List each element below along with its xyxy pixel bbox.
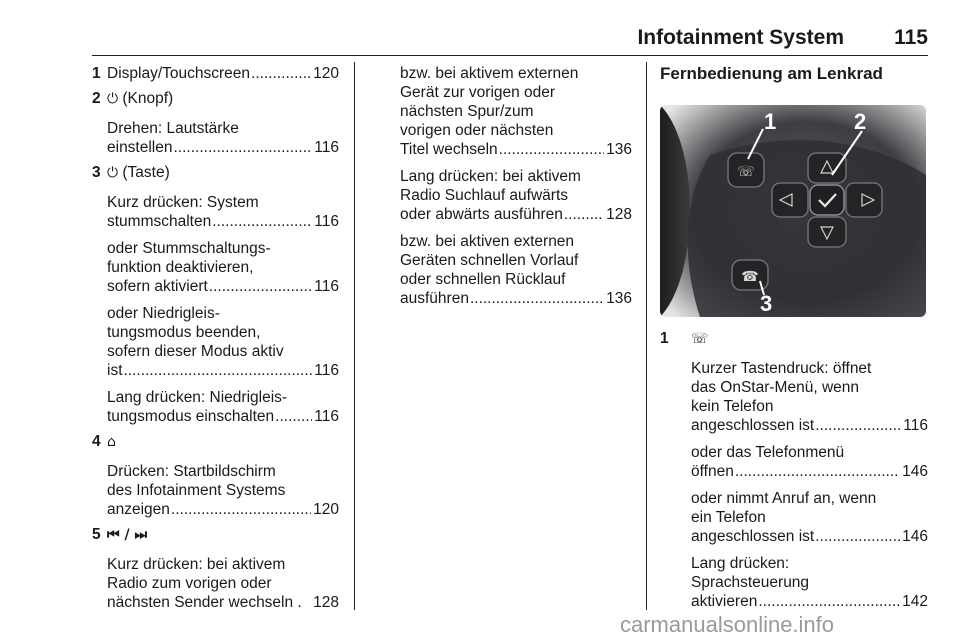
page-ref-link[interactable]: 116 (314, 139, 339, 156)
skip-prev-next-icon: ⏮ / ⏭ (107, 527, 148, 543)
item-number: 4 (92, 433, 101, 450)
item-number: 2 (92, 90, 101, 107)
page-ref-link[interactable]: 120 (313, 501, 339, 518)
page-header (92, 22, 928, 52)
column-2: bzw. bei aktivem externen Gerät zur vorigen oder nächsten Spur/zum vorigen oder nächsten Titel wechseln ..... 136 Lang drücken: bei aktivem Radio Suchlauf aufwärts oder abwärts ausführen ..... 128 bzw. bei aktiven externen Geräten schnellen Vorlauf oder schnellen Rücklauf ausführen ..... 136 (400, 64, 632, 308)
page-ref-link[interactable]: 120 (313, 65, 339, 82)
section-title: Fernbedienung am Lenkrad (660, 64, 883, 83)
reference-line: tungsmodus einschalten ..... 116 (107, 407, 339, 426)
reference-line: Titel wechseln ..... 136 (400, 140, 632, 159)
reference-line: nächsten Sender wechseln . 128 (107, 594, 339, 611)
header-title: Infotainment System (637, 26, 844, 49)
page-ref-link[interactable]: 128 (606, 206, 632, 223)
reference-line: öffnen ..... 146 (691, 462, 928, 481)
reference-line: sofern aktiviert ..... 116 (107, 277, 339, 296)
reference-line: angeschlossen ist ..... 146 (691, 527, 928, 546)
list-item-1: 1 ☏ Kurzer Tastendruck: öffnet das OnStar-Menü, wenn kein Telefon angeschlossen ist ..... 116 oder das Telefonmenü öffnen ..... 146 oder nimmt Anruf an, wenn ein Telefon angeschlossen ist ..... 146 Lang drücken: Sprachsteuerung aktivieren ..... 142 (660, 329, 928, 611)
column-divider-1 (354, 62, 355, 610)
power-icon: ⏻ (107, 165, 119, 181)
reference-line: aktivieren ..... 142 (691, 592, 928, 611)
reference-line: stummschalten ..... 116 (107, 212, 339, 231)
callout-2: 2 (854, 109, 867, 134)
reference-line: angeschlossen ist ..... 116 (691, 416, 928, 435)
reference-line: ausführen ..... 136 (400, 289, 632, 308)
item-number: 1 (92, 65, 101, 82)
item-number: 3 (92, 164, 101, 181)
list-item-3: 3 ⏻ (Taste) Kurz drücken: System stummschalten ..... 116 oder Stummschaltungs- funktion deaktivieren, sofern aktiviert ..... 116 oder Niedrigleis- tungsmodus beenden, sofern dieser Modus aktiv ist ..... 116 Lang drücken: Niedrigleis- tungsmodus einschalten ..... 116 (92, 163, 339, 426)
voice-icon: ☏ (737, 164, 755, 180)
reference-line: anzeigen ..... 120 (107, 500, 339, 519)
page-ref-link[interactable]: 146 (902, 463, 928, 480)
item-number: 1 (660, 330, 669, 347)
list-item-1 (92, 64, 339, 83)
list-item-5: 5 ⏮ / ⏭ Kurz drücken: bei aktivem Radio zum vorigen oder nächsten Sender wechseln . 128 (92, 526, 339, 611)
callout-1: 1 (764, 109, 777, 134)
header-page-number: 115 (894, 26, 928, 49)
page-ref-link[interactable]: 116 (314, 213, 339, 230)
page-ref-link[interactable]: 116 (314, 408, 339, 425)
home-icon: ⌂ (107, 434, 116, 450)
header-rule (92, 55, 928, 56)
item-number: 5 (92, 526, 101, 543)
page-ref-link[interactable]: 128 (313, 594, 339, 611)
column-1 (92, 64, 339, 614)
page-ref-link[interactable]: 136 (606, 290, 632, 307)
column-3 (660, 64, 928, 613)
page-ref-link[interactable]: 116 (314, 278, 339, 295)
reference-line: Display/Touchscreen ..... 120 (107, 64, 339, 83)
column-divider-2 (646, 62, 647, 610)
page-ref-link[interactable]: 146 (902, 528, 928, 545)
callout-3: 3 (760, 291, 773, 316)
reference-line: ist ..... 116 (107, 361, 339, 380)
hangup-icon: ☎ (741, 269, 759, 285)
page-ref-link[interactable]: 136 (606, 141, 632, 158)
list-item-4: 4 ⌂ Drücken: Startbildschirm des Infotainment Systems anzeigen ..... 120 (92, 432, 339, 519)
phone-voice-icon: ☏ (691, 331, 709, 347)
page-ref-link[interactable]: 116 (903, 417, 928, 434)
page-ref-link[interactable]: 116 (314, 362, 339, 379)
steering-wheel-controls-image (660, 105, 926, 317)
page-ref-link[interactable]: 142 (902, 593, 928, 610)
reference-line: oder abwärts ausführen ..... 128 (400, 205, 632, 224)
list-item-2: 2 ⏻ (Knopf) Drehen: Lautstärke einstellen ..... 116 (92, 89, 339, 157)
reference-line: einstellen ..... 116 (107, 138, 339, 157)
power-icon: ⏻ (107, 91, 119, 107)
watermark: carmanualsonline.info (620, 612, 835, 637)
